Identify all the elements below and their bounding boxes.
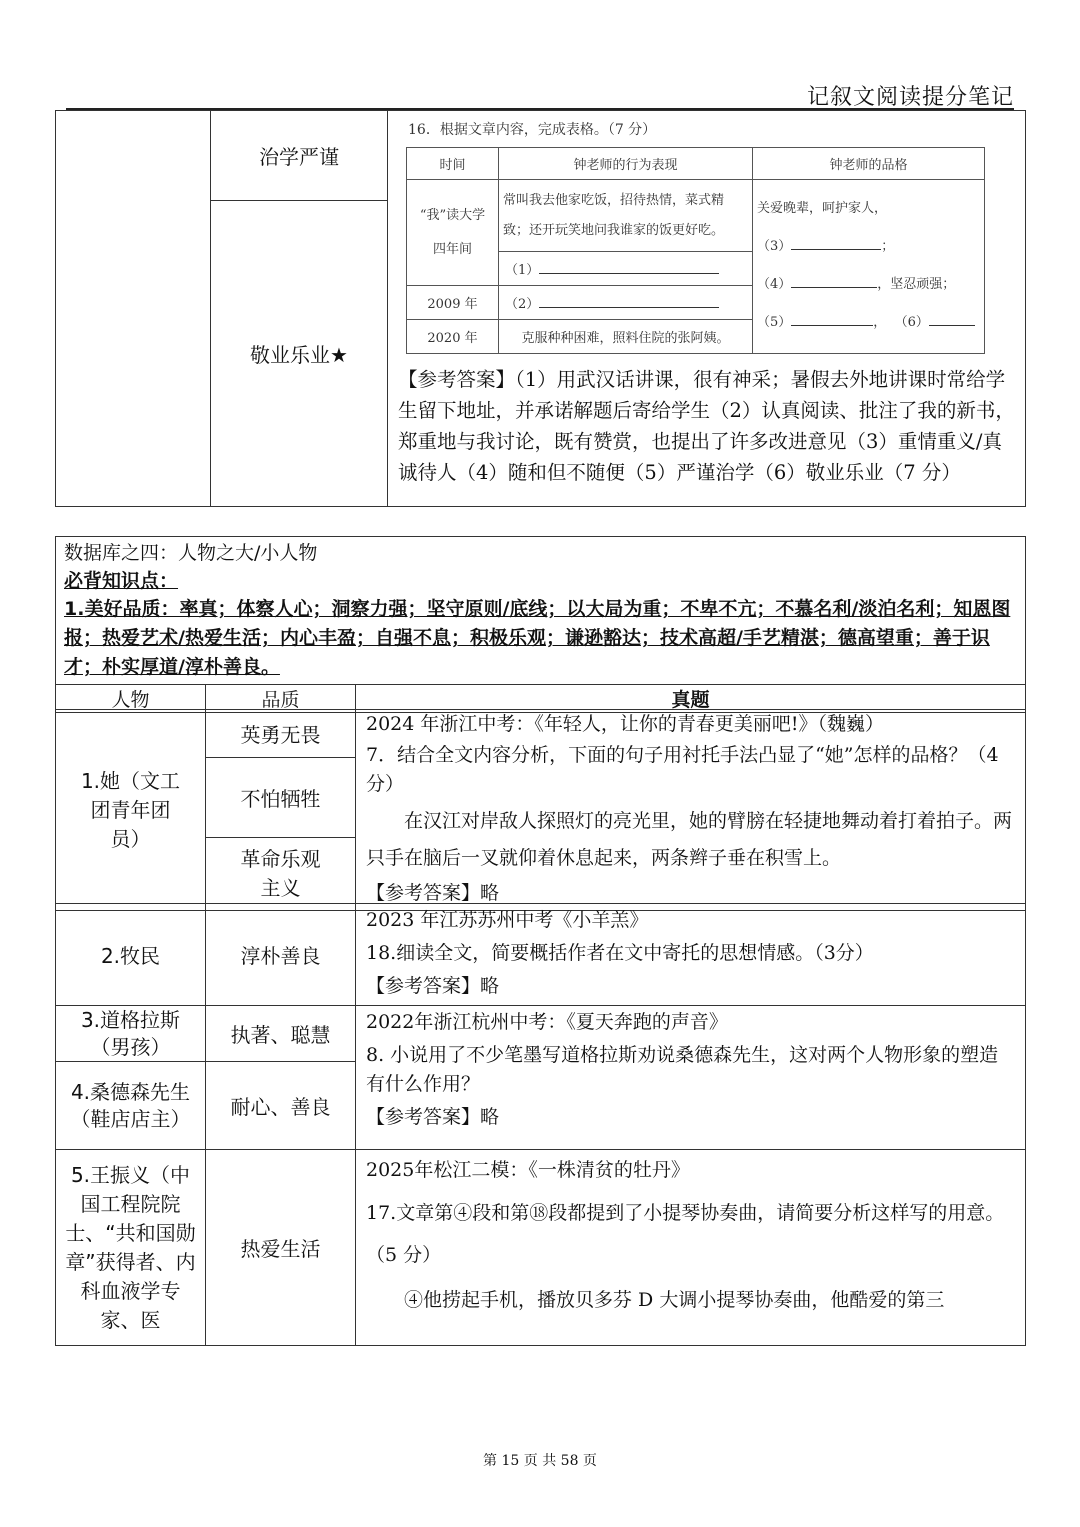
col-header-quality: 品质 <box>206 685 356 713</box>
inner-time-1: “我”读大学四年间 <box>407 180 499 286</box>
db-qualities-list: 1.美好品质：率真；体察人心；洞察力强；坚守原则/底线；以大局为重；不卑不亢；不慕名利/淡泊名利；知恩图报；热爱艺术/热爱生活；内心丰盈；自强不息；积极乐观；谦逊豁达；技术高超/手艺精湛；德高望重；善于识才；朴实厚道/淳朴善良。 <box>64 598 1011 678</box>
behavior-blank-1-line <box>539 273 719 274</box>
top-empty-cell <box>56 111 211 507</box>
exam-question-3: 8. 小说用了不少笔墨写道格拉斯劝说桑德森先生，这对两个人物形象的塑造有什么作用？ <box>366 1044 999 1095</box>
exam-answer-1: 【参考答案】略 <box>366 882 500 904</box>
quality-3: 执著、聪慧 <box>206 1006 356 1062</box>
trait-after-4: ，坚忍顽强； <box>877 277 956 292</box>
exam-question-5: 17.文章第④段和第⑱段都提到了小提琴协奏曲，请简要分析这样写的用意。（5 分） <box>366 1202 1005 1266</box>
exam-cell-1 <box>356 710 1026 911</box>
quality-cell-rigor <box>211 111 388 201</box>
exam-question-1: 7．结合全文内容分析，下面的句子用衬托手法凸显了“她”怎样的品格？（4 分） <box>366 744 999 795</box>
trait-line-2 <box>757 228 980 266</box>
inner-header-time: 时间 <box>407 148 499 180</box>
top-reference-answer: 【参考答案】（1）用武汉话讲课，很有神采；暑假去外地讲课时常给学生留下地址，并承诺解题后寄给学生（2）认真阅读、批注了我的新书，郑重地与我讨论，既有赞赏，也提出了许多改进意见（3）重情重义/真诚待人（4）随和但不随便（5）严谨治学（6）敬业乐业（7 分） <box>398 368 1015 484</box>
inner-behavior-blank-2 <box>499 286 753 320</box>
exam-answer-2: 【参考答案】略 <box>366 975 500 997</box>
database-table <box>55 536 1026 713</box>
inner-behavior-blank-1 <box>499 252 753 286</box>
trait-blank-6-line <box>929 325 975 326</box>
behavior-blank-2-label: （2） <box>505 297 540 312</box>
inner-answer-table <box>406 147 985 354</box>
exam-cell-5 <box>356 1150 1026 1346</box>
exam-quote-5: ④他捞起手机，播放贝多芬 D 大调小提琴协奏曲，他酷爱的第三 <box>404 1289 945 1311</box>
quality-1c: 革命乐观主义 <box>206 838 356 911</box>
quality-cell-dedication <box>211 201 388 507</box>
exam-source-3: 2022年浙江杭州中考：《夏天奔跑的声音》 <box>366 1011 728 1033</box>
trait-blank-3-line <box>791 249 881 250</box>
exam-question-2: 18.细读全文，简要概括作者在文中寄托的思想情感。（3分） <box>366 942 874 964</box>
quality-5: 热爱生活 <box>206 1150 356 1346</box>
quality-1a: 英勇无畏 <box>206 710 356 758</box>
trait-separator-5: ， <box>873 315 887 330</box>
db-intro-cell <box>56 537 1026 685</box>
inner-trait-cell <box>753 180 985 354</box>
trait-blank-6-label: （6） <box>894 315 929 330</box>
top-table <box>55 110 1026 507</box>
inner-time-2: 2009 年 <box>407 286 499 320</box>
trait-blank-5-label: （5） <box>757 315 792 330</box>
trait-blank-4-label: （4） <box>757 277 792 292</box>
quality-4: 耐心、善良 <box>206 1062 356 1150</box>
inner-header-behavior: 钟老师的行为表现 <box>499 148 753 180</box>
person-1: 1.她（文工团青年团员） <box>56 710 206 911</box>
exam-source-2: 2023 年江苏苏州中考《小羊羔》 <box>366 909 649 931</box>
exam-quote-1: 在汉江对岸敌人探照灯的亮光里，她的臂膀在轻捷地舞动着打着拍子。两只手在脑后一叉就仰着休息起来，两条辫子垂在积雪上。 <box>366 810 1013 869</box>
inner-behavior-3: 克服种种困难，照料住院的张阿姨。 <box>499 320 753 354</box>
col-header-person: 人物 <box>56 685 206 713</box>
inner-behavior-1: 常叫我去他家吃饭，招待热情，菜式精致；还开玩笑地问我谁家的饭更好吃。 <box>499 180 753 252</box>
quality-rigor: 治学严谨 <box>259 145 339 169</box>
inner-header-trait: 钟老师的品格 <box>753 148 985 180</box>
db-row-5 <box>55 1149 1026 1346</box>
db-row-2 <box>55 903 1026 1006</box>
trait-line-3 <box>757 266 980 304</box>
quality-2: 淳朴善良 <box>206 904 356 1006</box>
exam-question-cell <box>388 111 1026 507</box>
db-must-know: 必背知识点： <box>64 570 179 592</box>
exam-cell-2 <box>356 904 1026 1006</box>
trait-blank-5-line <box>791 325 873 326</box>
trait-blank-4-line <box>791 287 877 288</box>
trait-line-4 <box>757 304 980 342</box>
quality-dedication: 敬业乐业★ <box>250 343 348 367</box>
col-header-exam: 真题 <box>356 685 1026 713</box>
person-5: 5.王振义（中国工程院院士、“共和国勋章”获得者、内科血液学专家、医 <box>56 1150 206 1346</box>
db-title: 数据库之四：人物之大/小人物 <box>64 542 318 564</box>
trait-line-1: 关爱晚辈，呵护家人， <box>757 201 888 216</box>
behavior-blank-1-label: （1） <box>505 263 540 278</box>
db-row-1 <box>55 709 1026 911</box>
inner-time-3: 2020 年 <box>407 320 499 354</box>
page-footer: 第 15 页 共 58 页 <box>483 1453 597 1469</box>
exam-question-16: 16．根据文章内容，完成表格。（7 分） <box>408 122 657 138</box>
exam-cell-3 <box>356 1006 1026 1150</box>
quality-1b: 不怕牺牲 <box>206 757 356 838</box>
person-3: 3.道格拉斯（男孩） <box>56 1006 206 1062</box>
person-4: 4.桑德森先生（鞋店店主） <box>56 1062 206 1150</box>
exam-source-1: 2024 年浙江中考：《年轻人，让你的青春更美丽吧!》（魏巍） <box>366 713 885 735</box>
trait-blank-3-label: （3） <box>757 239 792 254</box>
page-header-title: 记叙文阅读提分笔记 <box>806 85 1014 110</box>
exam-answer-3: 【参考答案】略 <box>366 1106 500 1128</box>
trait-separator-3: ； <box>881 239 895 254</box>
behavior-blank-2-line <box>539 307 719 308</box>
exam-source-5: 2025年松江二模：《一株清贫的牡丹》 <box>366 1159 690 1181</box>
db-row-3-4 <box>55 1005 1026 1150</box>
person-2: 2.牧民 <box>56 904 206 1006</box>
